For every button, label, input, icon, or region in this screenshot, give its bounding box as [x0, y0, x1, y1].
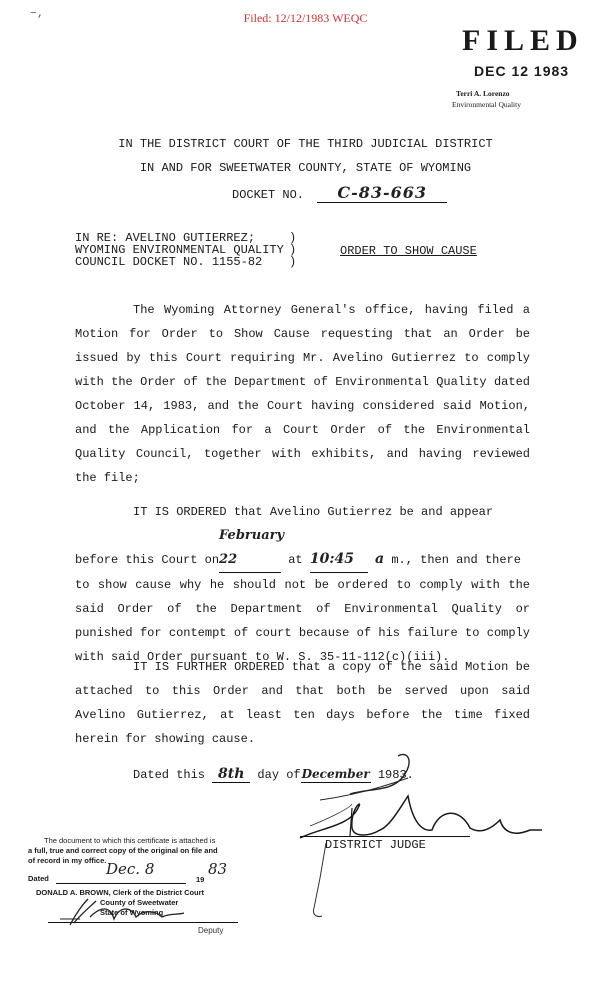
docket-label: DOCKET NO. — [232, 188, 305, 202]
certificate-line-1: The document to which this certificate is attached is — [44, 836, 216, 845]
caption-brackets — [289, 232, 296, 268]
court-line-1: IN THE DISTRICT COURT OF THE THIRD JUDICIAL DISTRICT — [118, 137, 493, 151]
deputy-label: Deputy — [198, 926, 224, 935]
dated-prefix: Dated this — [133, 768, 206, 782]
corner-mark: −‚ — [30, 8, 44, 20]
docket-value: C-83-663 — [337, 183, 428, 202]
appearance-time-blank — [310, 547, 368, 573]
judge-title: DISTRICT JUDGE — [325, 838, 426, 852]
caption-block — [75, 232, 284, 268]
appearance-date: February 22 — [219, 528, 285, 567]
caption-line-3: COUNCIL DOCKET NO. 1155-82 — [75, 255, 263, 269]
appearance-time: 10:45 — [309, 551, 354, 567]
paragraph-2-rest: to show cause why he should not be ordered to comply with the said Order of the Department of Environmental Quality or punished for contempt of court because of his failure to comply with said Order pursuant to W. S. 35-11-112(c)(iii). — [75, 578, 530, 664]
dated-month: December — [301, 767, 370, 781]
dated-mid: day of — [257, 768, 301, 782]
certificate-year-prefix: 19 — [196, 875, 205, 884]
paragraph-2-appearance-line — [75, 524, 530, 573]
filed-stamp-agency: Environmental Quality — [452, 100, 521, 109]
dated-day: 8th — [218, 766, 245, 782]
appear-before-text: before this Court on — [75, 553, 220, 567]
order-title: ORDER TO SHOW CAUSE — [340, 244, 477, 258]
order-paragraph-3 — [75, 655, 530, 751]
paragraph-2-start: IT IS ORDERED that Avelino Gutierrez be and appear — [133, 505, 494, 519]
certificate-dated-value: Dec. 8 — [106, 860, 155, 878]
dated-day-blank — [212, 766, 250, 783]
filed-stamp-word: FILED — [462, 24, 584, 57]
caption-line-2: WYOMING ENVIRONMENTAL QUALITY — [75, 243, 284, 257]
order-paragraph-2 — [75, 500, 530, 669]
deputy-rule — [48, 922, 238, 923]
appearance-date-blank — [219, 524, 285, 573]
certificate-year-value: 83 — [208, 860, 228, 878]
appearance-ampm: a — [375, 551, 385, 567]
court-line-2: IN AND FOR SWEETWATER COUNTY, STATE OF WYOMING — [139, 161, 472, 175]
paragraph-3-text: IT IS FURTHER ORDERED that a copy of the said Motion be attached to this Order and that both be served upon said Avelino Gutierrez, at least ten days before the time fixed herein for showing cause. — [75, 660, 530, 746]
caption-line-1: IN RE: AVELINO GUTIERREZ; — [75, 231, 256, 245]
certificate-dated-rule — [56, 883, 186, 884]
certificate-line-2: a full, true and correct copy of the original on file and — [28, 846, 218, 855]
docket-row — [232, 183, 447, 203]
caption-bracket: ) — [289, 231, 297, 245]
certificate-line-3: of record in my office. — [28, 856, 107, 865]
then-there-text: m., then and there — [391, 553, 521, 567]
signature-rule — [300, 836, 470, 837]
paragraph-1-text: The Wyoming Attorney General's office, having filed a Motion for Order to Show Cause requesting that an Order be issued by this Court requiring Mr. Avelino Gutierrez to comply with the Order of the Department of Environmental Quality dated October 14, 1983, and the Court having considered said Motion, and the Application for a Court Order of the Environmental Quality Council, together with exhibits, and having reviewed the file; — [75, 303, 530, 485]
certificate-dated-label: Dated — [28, 874, 49, 883]
caption-bracket: ) — [289, 255, 297, 269]
at-text: at — [288, 553, 303, 567]
order-paragraph-1 — [75, 298, 530, 490]
filed-stamp-date: DEC 12 1983 — [474, 63, 570, 79]
filed-date-line: Filed: 12/12/1983 WEQC — [243, 11, 368, 25]
certificate-clerk: DONALD A. BROWN, Clerk of the District Court — [36, 888, 205, 897]
certificate-state: State of Wyoming — [100, 908, 164, 917]
dated-year: 1983. — [377, 768, 414, 782]
filed-stamp-name: Terri A. Lorenzo — [456, 89, 510, 98]
caption-bracket: ) — [289, 243, 297, 257]
docket-blank — [317, 183, 447, 203]
certificate-county: County of Sweetwater — [100, 898, 179, 907]
